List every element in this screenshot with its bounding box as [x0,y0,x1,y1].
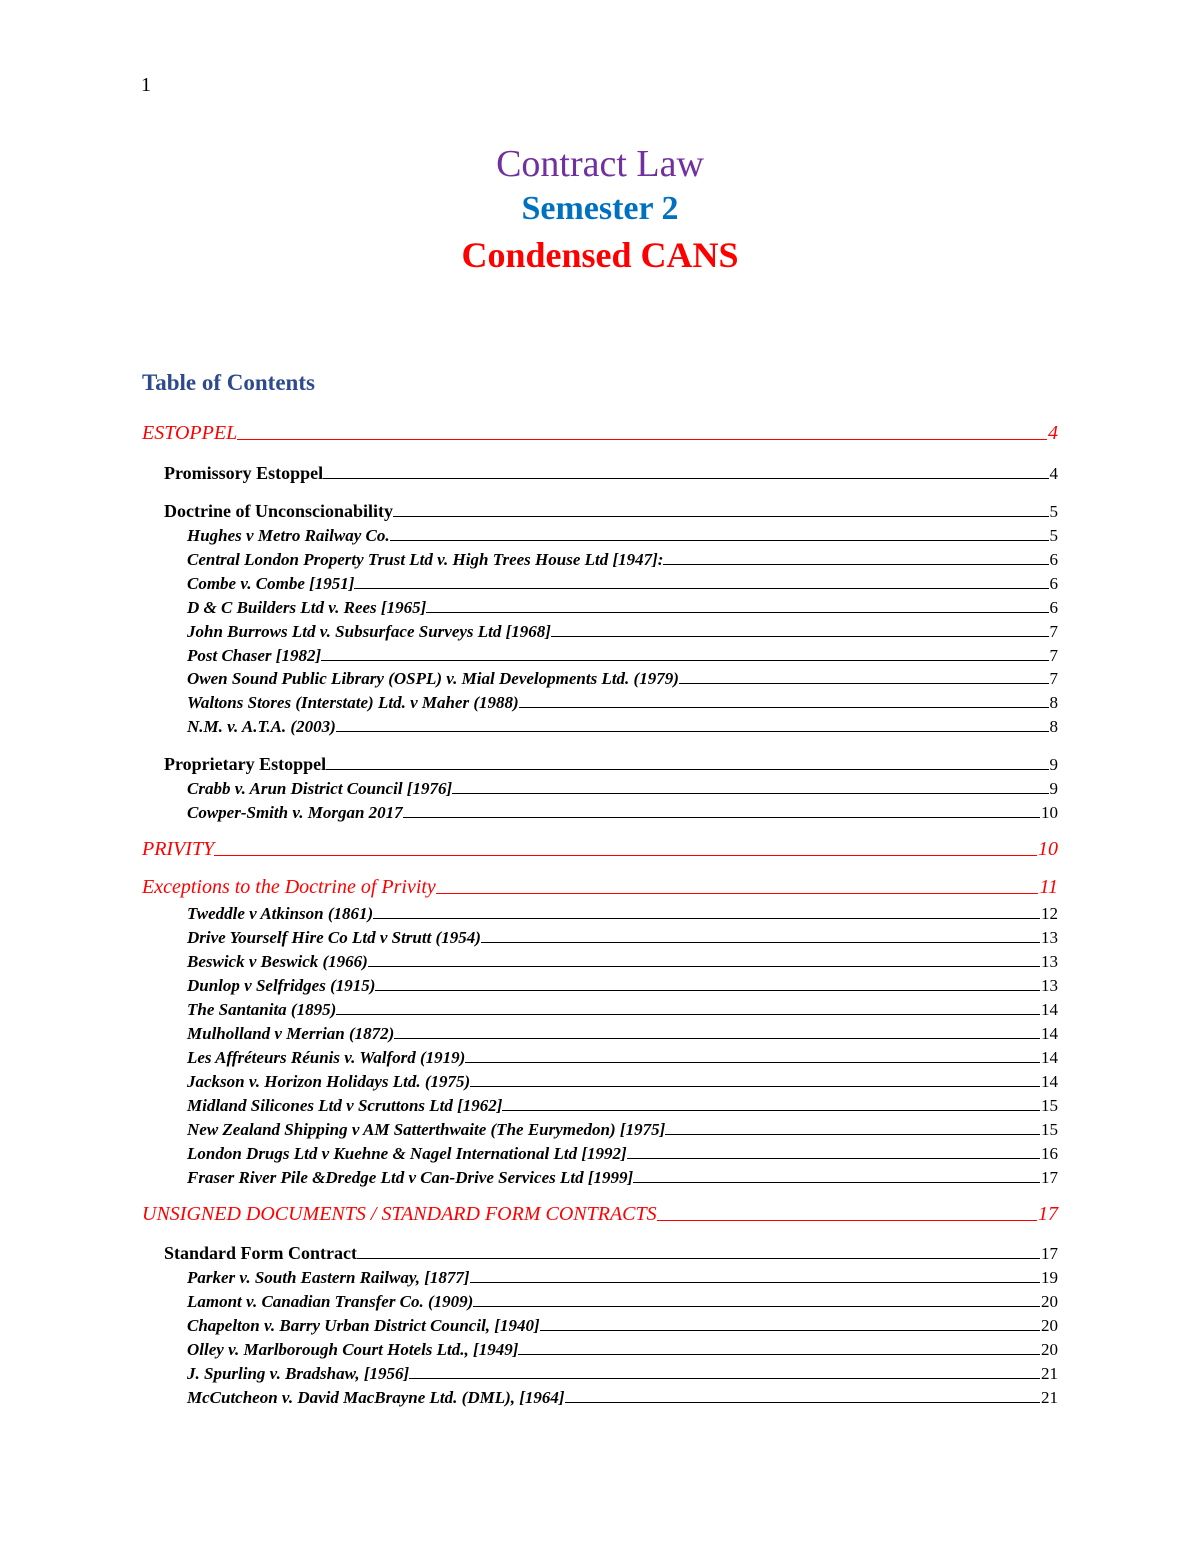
toc-entry-label: Crabb v. Arun District Council [1976] [187,779,453,798]
toc-entry-label: Midland Silicones Ltd v Scruttons Ltd [1962] [187,1096,503,1115]
toc-entry[interactable] [187,570,1058,594]
toc-entry-label: Doctrine of Unconscionability [164,501,393,521]
toc-entry-page: 17 [1041,1244,1058,1263]
toc-entry[interactable] [187,799,1058,823]
toc-leader-line [481,941,1040,943]
toc-entry-page: 14 [1041,1048,1058,1067]
toc-entry-page: 6 [1049,574,1058,593]
toc-entry[interactable] [164,751,1058,775]
toc-entry-label: Lamont v. Canadian Transfer Co. (1909) [187,1292,474,1311]
toc-entry-page: 7 [1049,669,1058,688]
toc-entry-page: 5 [1049,526,1058,545]
toc-entry-page: 17 [1041,1168,1058,1187]
toc-entry-page: 13 [1041,928,1058,947]
toc-entry[interactable] [187,1044,1058,1068]
toc-entry-page: 13 [1041,976,1058,995]
toc-entry[interactable] [142,1202,1058,1226]
toc-entry-label: Parker v. South Eastern Railway, [1877] [187,1268,470,1287]
toc-entry[interactable] [187,900,1058,924]
toc-entry[interactable] [164,498,1058,522]
toc-entry-label: London Drugs Ltd v Kuehne & Nagel International Ltd [1992] [187,1144,627,1163]
toc-entry-page: 10 [1041,803,1058,822]
toc-leader-line [354,587,1048,589]
toc-entry-page: 14 [1041,1000,1058,1019]
toc-entry-label: J. Spurling v. Bradshaw, [1956] [187,1364,410,1383]
toc-entry-label: Post Chaser [1982] [187,646,322,665]
toc-entry-label: Olley v. Marlborough Court Hotels Ltd., [1949] [187,1340,519,1359]
toc-entry[interactable] [187,642,1058,666]
toc-leader-line [336,1013,1040,1015]
toc-leader-line [321,659,1048,661]
toc-entry[interactable] [187,1312,1058,1336]
toc-leader-line [393,515,1049,517]
toc-entry-label: Exceptions to the Doctrine of Privity [142,876,436,898]
toc-leader-line [336,730,1049,732]
toc-leader-line [540,1329,1040,1331]
toc-entry-page: 7 [1049,646,1058,665]
document-subtitle: Semester 2 [521,190,679,227]
toc-leader-line [426,611,1048,613]
toc-entry[interactable] [187,1068,1058,1092]
toc-leader-line [323,477,1048,479]
toc-entry-page: 8 [1049,717,1058,736]
toc-heading: Table of Contents [142,370,315,395]
toc-leader-line [373,917,1040,919]
document-title: Contract Law [496,143,704,185]
toc-entry[interactable] [187,1020,1058,1044]
toc-entry-label: Waltons Stores (Interstate) Ltd. v Maher (1988) [187,693,519,712]
toc-entry-label: Combe v. Combe [1951] [187,574,355,593]
toc-leader-line [519,706,1049,708]
toc-entry-label: John Burrows Ltd v. Subsurface Surveys Ltd [1968] [187,622,551,641]
toc-entry-page: 17 [1038,1203,1058,1225]
toc-entry[interactable] [187,1288,1058,1312]
toc-leader-line [633,1181,1040,1183]
toc-leader-line [627,1157,1040,1159]
toc-leader-line [551,635,1049,637]
toc-entry-page: 8 [1049,693,1058,712]
toc-entry[interactable] [187,689,1058,713]
toc-entry[interactable] [187,594,1058,618]
page-number: 1 [141,74,151,96]
toc-entry-page: 6 [1049,550,1058,569]
toc-entry[interactable] [142,875,1058,899]
toc-leader-line [470,1085,1040,1087]
toc-entry-page: 10 [1038,838,1058,860]
toc-entry[interactable] [187,775,1058,799]
toc-entry-page: 7 [1049,622,1058,641]
toc-entry[interactable] [187,713,1058,737]
toc-entry-page: 13 [1041,952,1058,971]
toc-entry-label: Chapelton v. Barry Urban District Council, [1940] [187,1316,540,1335]
toc-entry-page: 14 [1041,1024,1058,1043]
toc-leader-line [237,438,1047,440]
toc-entry-page: 14 [1041,1072,1058,1091]
toc-entry-page: 19 [1041,1268,1058,1287]
toc-entry[interactable] [142,421,1058,445]
toc-entry-label: UNSIGNED DOCUMENTS / STANDARD FORM CONTRACTS [142,1203,657,1225]
toc-entry-page: 11 [1039,876,1058,898]
toc-leader-line [375,989,1040,991]
toc-leader-line [465,1061,1040,1063]
toc-entry[interactable] [187,1140,1058,1164]
toc-entry[interactable] [187,546,1058,570]
toc-entry-page: 16 [1041,1144,1058,1163]
toc-entry-label: Tweddle v Atkinson (1861) [187,904,374,923]
toc-entry-page: 15 [1041,1096,1058,1115]
toc-leader-line [502,1109,1040,1111]
toc-entry-label: Cowper-Smith v. Morgan 2017 [187,803,403,822]
document-subtitle-2: Condensed CANS [461,235,739,275]
toc-entry-label: Beswick v Beswick (1966) [187,952,368,971]
toc-entry-page: 4 [1049,464,1058,483]
toc-entry-label: The Santanita (1895) [187,1000,337,1019]
toc-leader-line [214,854,1037,856]
toc-entry-label: Les Affréteurs Réunis v. Walford (1919) [187,1048,466,1067]
toc-leader-line [470,1281,1040,1283]
toc-leader-line [679,682,1049,684]
toc-entry-label: Dunlop v Selfridges (1915) [187,976,376,995]
toc-entry-label: D & C Builders Ltd v. Rees [1965] [187,598,427,617]
toc-entry-label: Owen Sound Public Library (OSPL) v. Mial Developments Ltd. (1979) [187,669,679,688]
toc-leader-line [665,1133,1040,1135]
toc-entry-page: 20 [1041,1316,1058,1335]
toc-leader-line [436,892,1039,894]
toc-leader-line [452,792,1048,794]
toc-entry[interactable] [187,1384,1058,1408]
toc-leader-line [409,1377,1040,1379]
toc-entry[interactable] [187,522,1058,546]
toc-leader-line [368,965,1040,967]
toc-entry-page: 20 [1041,1340,1058,1359]
toc-entry-label: Fraser River Pile &Dredge Ltd v Can-Drive Services Ltd [1999] [187,1168,634,1187]
toc-entry[interactable] [187,972,1058,996]
toc-entry[interactable] [187,948,1058,972]
toc-leader-line [565,1401,1040,1403]
toc-entry[interactable] [187,1336,1058,1360]
toc-entry-label: Mulholland v Merrian (1872) [187,1024,395,1043]
toc-entry-label: N.M. v. A.T.A. (2003) [187,717,336,736]
toc-entry-label: Central London Property Trust Ltd v. High Trees House Ltd [1947]: [187,550,664,569]
toc-leader-line [663,563,1048,565]
toc-entry-label: ESTOPPEL [142,422,238,444]
toc-leader-line [357,1257,1040,1259]
toc-entry-page: 9 [1049,755,1058,774]
toc-entry-page: 6 [1049,598,1058,617]
toc-leader-line [518,1353,1040,1355]
toc-entry[interactable] [187,1264,1058,1288]
toc-leader-line [657,1219,1037,1221]
toc-entry-page: 20 [1041,1292,1058,1311]
toc-entry[interactable] [187,1360,1058,1384]
toc-leader-line [403,816,1040,818]
toc-entry[interactable] [187,1164,1058,1188]
toc-entry-label: Jackson v. Horizon Holidays Ltd. (1975) [187,1072,471,1091]
toc-leader-line [473,1305,1040,1307]
toc-entry-label: New Zealand Shipping v AM Satterthwaite (The Eurymedon) [1975] [187,1120,666,1139]
toc-entry[interactable] [187,996,1058,1020]
toc-entry[interactable] [187,924,1058,948]
toc-entry-page: 5 [1049,502,1058,521]
toc-entry[interactable] [142,837,1058,861]
toc-entry-label: Drive Yourself Hire Co Ltd v Strutt (1954) [187,928,481,947]
toc-entry-label: Promissory Estoppel [164,463,324,483]
toc-entry[interactable] [187,665,1058,689]
toc-entry[interactable] [164,1240,1058,1264]
toc-entry-label: McCutcheon v. David MacBrayne Ltd. (DML), [1964] [187,1388,565,1407]
toc-entry-label: Hughes v Metro Railway Co. [187,526,390,545]
toc-entry-label: PRIVITY [142,838,215,860]
toc-entry-page: 4 [1048,422,1058,444]
toc-entry-page: 21 [1041,1388,1058,1407]
toc-entry-page: 9 [1049,779,1058,798]
toc-leader-line [390,539,1049,541]
toc-entry-page: 21 [1041,1364,1058,1383]
toc-entry[interactable] [164,460,1058,484]
toc-entry-label: Proprietary Estoppel [164,754,327,774]
toc-leader-line [394,1037,1040,1039]
toc-entry[interactable] [187,1116,1058,1140]
toc-entry-page: 15 [1041,1120,1058,1139]
toc-entry-label: Standard Form Contract [164,1243,357,1263]
toc-entry[interactable] [187,1092,1058,1116]
toc-entry[interactable] [187,618,1058,642]
toc-leader-line [326,768,1048,770]
toc-entry-page: 12 [1041,904,1058,923]
